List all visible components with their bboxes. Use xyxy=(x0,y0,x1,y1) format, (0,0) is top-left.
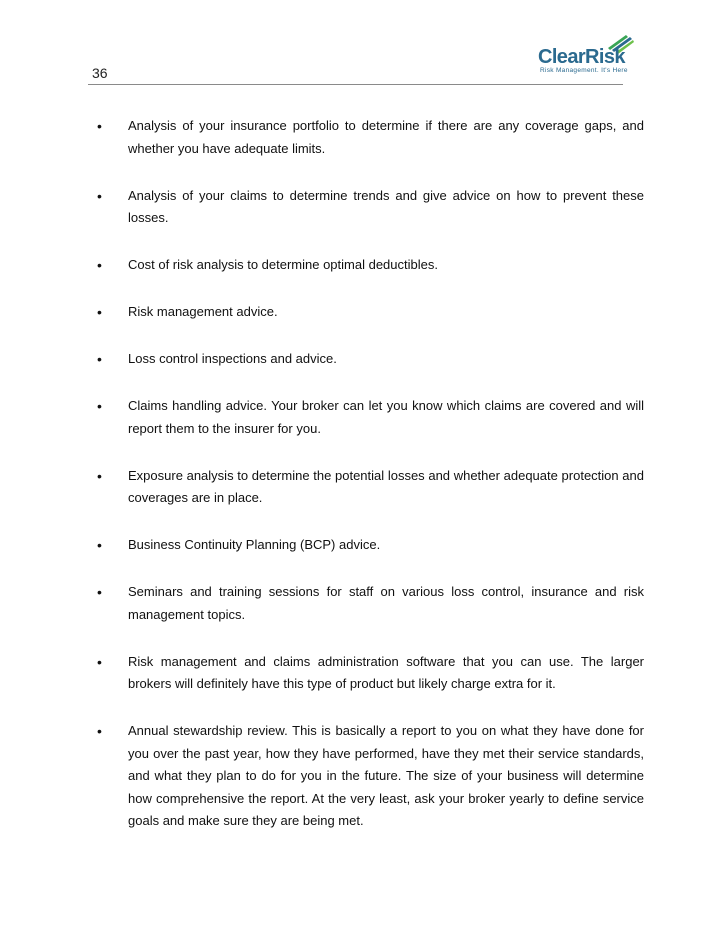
bullet-item: • Cost of risk analysis to determine optimal deductibles. xyxy=(92,254,644,277)
bullet-item: • Claims handling advice. Your broker can let you know which claims are covered and will report them to the insurer for you. xyxy=(92,395,644,440)
page-number: 36 xyxy=(92,65,108,81)
bullet-item: • Risk management advice. xyxy=(92,301,644,324)
clearrisk-logo xyxy=(538,34,628,76)
bullet-item: • Analysis of your insurance portfolio to determine if there are any coverage gaps, and whether you have adequate limits. xyxy=(92,115,644,160)
logo-word-risk: Risk xyxy=(585,46,625,68)
bullet-item: • Seminars and training sessions for staff on various loss control, insurance and risk management topics. xyxy=(92,581,644,626)
header-divider xyxy=(88,84,623,85)
bullet-item: • Annual stewardship review. This is basically a report to you on what they have done for you over the past year, how they have performed, have they met their service standards, and what they plan to do for you in the future. The size of your business will determine how comprehensive the report. At the very least, ask your broker yearly to define service goals and make sure they are being met. xyxy=(92,720,644,833)
logo-wordmark xyxy=(538,46,625,69)
logo-word-clear: Clear xyxy=(538,46,586,68)
bullet-item: • Analysis of your claims to determine trends and give advice on how to prevent these losses. xyxy=(92,185,644,230)
bullet-item: • Loss control inspections and advice. xyxy=(92,348,644,371)
logo-tagline: Risk Management. It's Here xyxy=(540,67,628,74)
bullet-item: • Business Continuity Planning (BCP) advice. xyxy=(92,534,644,557)
bullet-item: • Exposure analysis to determine the potential losses and whether adequate protection and coverages are in place. xyxy=(92,465,644,510)
bullet-item: • Risk management and claims administration software that you can use. The larger brokers will definitely have this type of product but likely charge extra for it. xyxy=(92,651,644,696)
bullet-list xyxy=(92,115,644,857)
